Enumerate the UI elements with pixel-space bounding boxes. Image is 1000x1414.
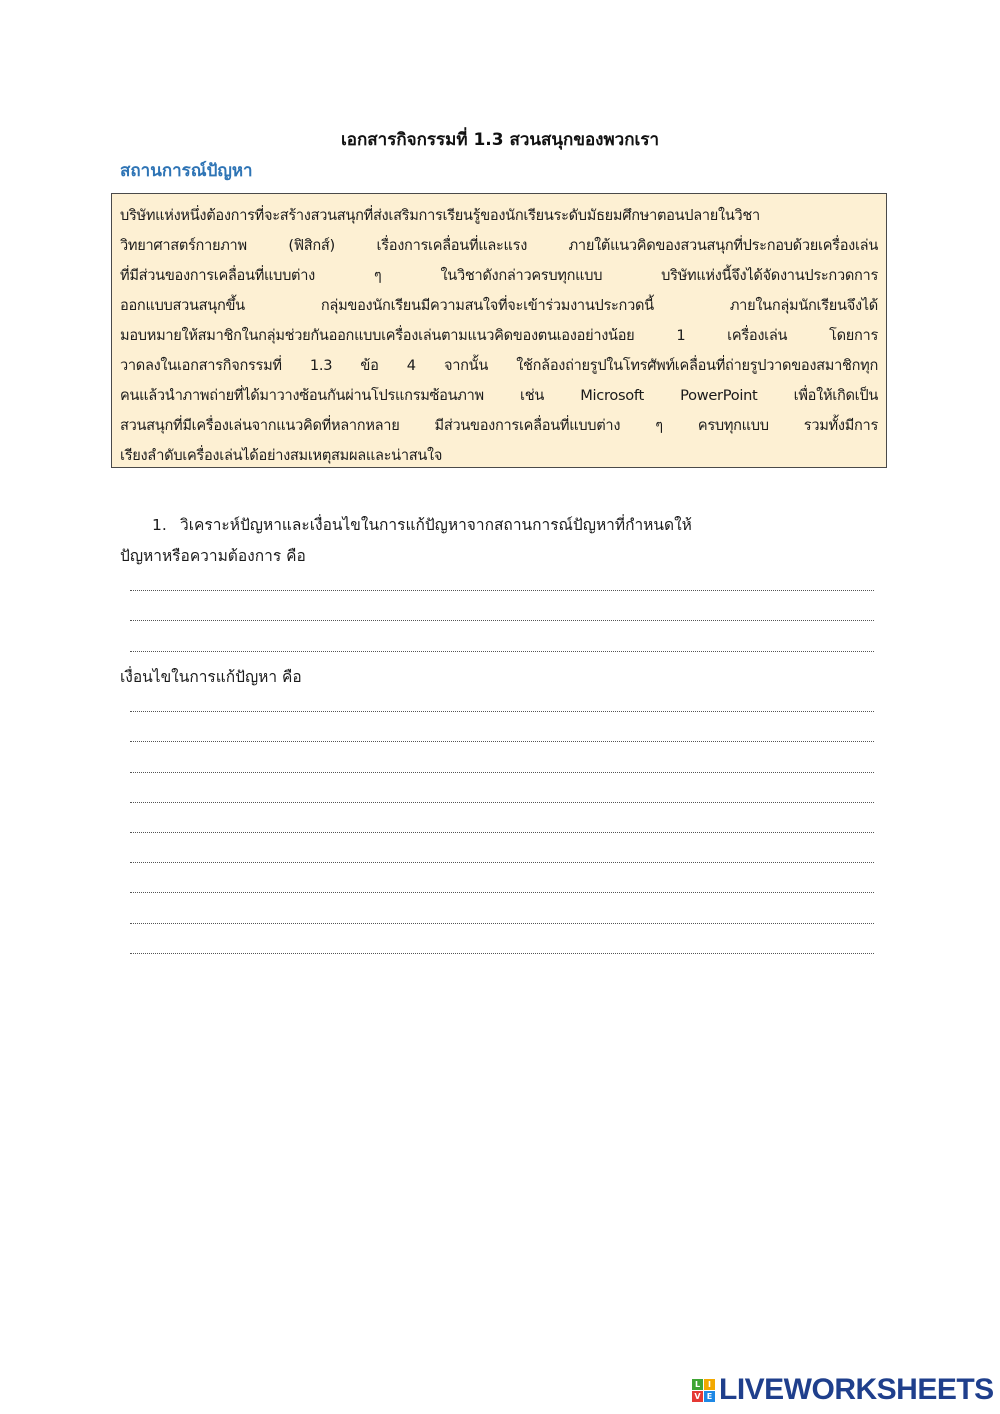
question-1 <box>152 512 692 537</box>
answer-line-conditions[interactable] <box>130 832 874 833</box>
scenario-line: สวนสนุกที่มีเครื่องเล่นจากแนวคิดที่หลากหลาย มีส่วนของการเคลื่อนที่แบบต่าง ๆ ครบทุกแบบ รวมทั้งมีการ <box>120 417 878 434</box>
logo-letter: L <box>692 1379 703 1390</box>
scenario-box <box>111 193 887 468</box>
scenario-line: วิทยาศาสตร์กายภาพ (ฟิสิกส์) เรื่องการเคลื่อนที่และแรง ภายใต้แนวคิดของสวนสนุกที่ประกอบด้วยเครื่องเล่น <box>120 237 878 254</box>
page-title: เอกสารกิจกรรมที่ 1.3 สวนสนุกของพวกเรา <box>340 130 660 150</box>
scenario-line: วาดลงในเอกสารกิจกรรมที่ 1.3 ข้อ 4 จากนั้น ใช้กล้องถ่ายรูปในโทรศัพท์เคลื่อนที่ถ่ายรูปวาดของสมาชิกทุก <box>120 357 878 374</box>
logo-letter: E <box>704 1391 715 1402</box>
answer-line-problem[interactable] <box>130 590 874 591</box>
answer-line-conditions[interactable] <box>130 923 874 924</box>
logo-letter: V <box>692 1391 703 1402</box>
scenario-line: บริษัทแห่งหนึ่งต้องการที่จะสร้างสวนสนุกที่ส่งเสริมการเรียนรู้ของนักเรียนระดับมัธยมศึกษาตอนปลายในวิชา <box>120 207 760 224</box>
liveworksheets-logo-icon <box>692 1379 715 1402</box>
brand-name: LIVEWORKSHEETS <box>719 1373 994 1406</box>
logo-letter: I <box>704 1379 715 1390</box>
scenario-line: มอบหมายให้สมาชิกในกลุ่มช่วยกันออกแบบเครื่องเล่นตามแนวคิดของตนเองอย่างน้อย 1 เครื่องเล่น โดยการ <box>120 327 878 344</box>
scenario-line: เรียงลำดับเครื่องเล่นได้อย่างสมเหตุสมผลและน่าสนใจ <box>120 447 443 464</box>
answer-line-conditions[interactable] <box>130 711 874 712</box>
answer-line-conditions[interactable] <box>130 862 874 863</box>
question-text: วิเคราะห์ปัญหาและเงื่อนไขในการแก้ปัญหาจากสถานการณ์ปัญหาที่กำหนดให้ <box>180 516 692 534</box>
section-heading: สถานการณ์ปัญหา <box>120 161 253 181</box>
problem-label: ปัญหาหรือความต้องการ คือ <box>120 547 306 565</box>
conditions-label: เงื่อนไขในการแก้ปัญหา คือ <box>120 668 302 686</box>
answer-line-conditions[interactable] <box>130 741 874 742</box>
scenario-line: ที่มีส่วนของการเคลื่อนที่แบบต่าง ๆ ในวิชาดังกล่าวครบทุกแบบ บริษัทแห่งนี้จึงได้จัดงานประกวดการ <box>120 267 878 284</box>
question-number: 1. <box>152 516 167 534</box>
scenario-line: ออกแบบสวนสนุกขึ้น กลุ่มของนักเรียนมีความสนใจที่จะเข้าร่วมงานประกวดนี้ ภายในกลุ่มนักเรียนจึงได้ <box>120 297 878 314</box>
answer-line-conditions[interactable] <box>130 953 874 954</box>
answer-line-conditions[interactable] <box>130 772 874 773</box>
scenario-line: คนแล้วนำภาพถ่ายที่ได้มาวางซ้อนกันผ่านโปรแกรมซ้อนภาพ เช่น Microsoft PowerPoint เพื่อให้เกิดเป็น <box>120 387 878 404</box>
answer-line-problem[interactable] <box>130 620 874 621</box>
answer-line-conditions[interactable] <box>130 802 874 803</box>
liveworksheets-brand <box>692 1374 994 1406</box>
answer-line-problem[interactable] <box>130 651 874 652</box>
answer-line-conditions[interactable] <box>130 892 874 893</box>
